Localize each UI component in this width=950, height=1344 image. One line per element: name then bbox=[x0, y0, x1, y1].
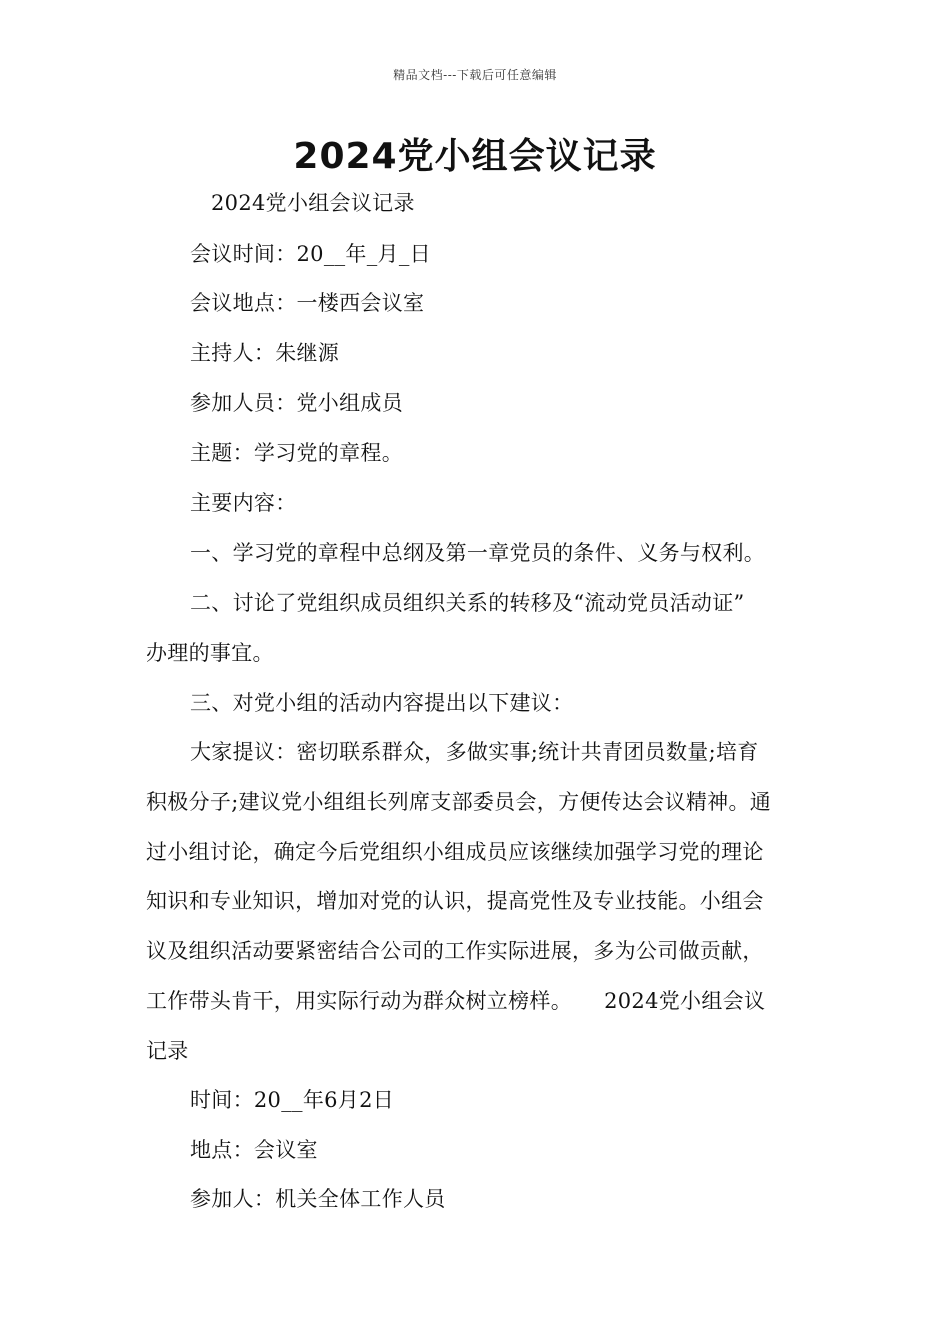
item-two-line-a: 二、讨论了党组织成员组织关系的转移及“流动党员活动证” bbox=[190, 591, 745, 615]
meeting-time-line: 会议时间：20__年_月_日 bbox=[190, 242, 431, 266]
time-two-line: 时间：20__年6月2日 bbox=[190, 1088, 395, 1112]
paragraph-line-6: 工作带头肯干，用实际行动为群众树立榜样。 2024党小组会议 bbox=[146, 989, 766, 1013]
place-two-line: 地点：会议室 bbox=[190, 1138, 318, 1162]
item-one-line: 一、学习党的章程中总纲及第一章党员的条件、义务与权利。 bbox=[190, 541, 766, 565]
participants-two-line: 参加人：机关全体工作人员 bbox=[190, 1187, 446, 1211]
paragraph-line-3: 过小组讨论，确定今后党组织小组成员应该继续加强学习党的理论 bbox=[146, 840, 764, 864]
paragraph-line-7: 记录 bbox=[146, 1039, 189, 1063]
theme-line: 主题：学习党的章程。 bbox=[190, 441, 403, 465]
meeting-place-line: 会议地点：一楼西会议室 bbox=[190, 291, 425, 315]
host-line: 主持人：朱继源 bbox=[190, 341, 340, 365]
subtitle-line: 2024党小组会议记录 bbox=[211, 191, 415, 215]
header-note: 精品文档---下载后可任意编辑 bbox=[393, 68, 557, 82]
paragraph-line-4: 知识和专业知识，增加对党的认识，提高党性及专业技能。小组会 bbox=[146, 889, 764, 913]
participants-line: 参加人员：党小组成员 bbox=[190, 391, 403, 415]
item-two-line-b: 办理的事宜。 bbox=[146, 641, 274, 665]
document-title: 2024党小组会议记录 bbox=[293, 136, 657, 177]
paragraph-line-5: 议及组织活动要紧密结合公司的工作实际进展，多为公司做贡献， bbox=[146, 939, 764, 963]
item-three-line: 三、对党小组的活动内容提出以下建议： bbox=[190, 691, 574, 715]
paragraph-line-1: 大家提议：密切联系群众，多做实事;统计共青团员数量;培育 bbox=[190, 740, 759, 764]
paragraph-line-2: 积极分子;建议党小组组长列席支部委员会，方便传达会议精神。通 bbox=[146, 790, 772, 814]
main-content-heading: 主要内容： bbox=[190, 491, 297, 515]
